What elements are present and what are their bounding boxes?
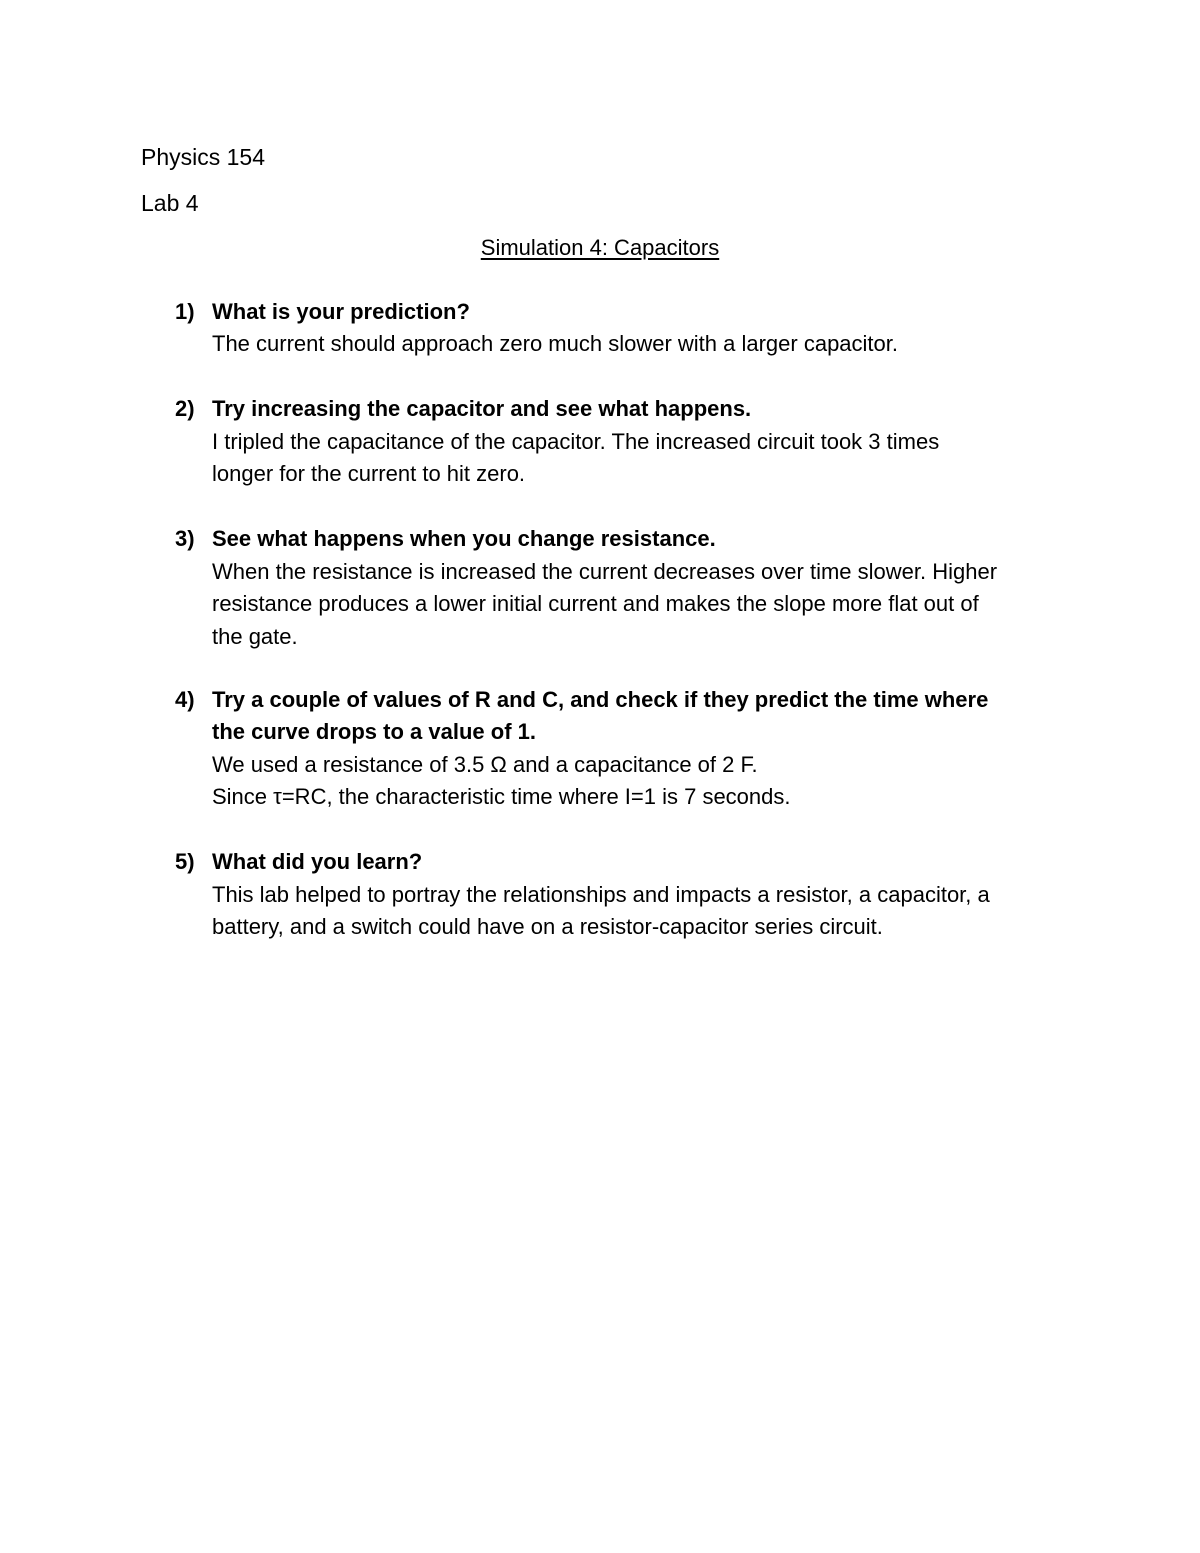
question-number: 1) <box>175 299 195 324</box>
answer-text: the gate. <box>212 624 298 649</box>
answer-text: resistance produces a lower initial current and makes the slope more flat out of <box>212 591 979 616</box>
answer-text: The current should approach zero much slower with a larger capacitor. <box>212 331 899 356</box>
question-number: 5) <box>175 849 195 874</box>
answer-text: battery, and a switch could have on a resistor-capacitor series circuit. <box>212 914 883 939</box>
page-title: Simulation 4: Capacitors <box>480 235 720 260</box>
answer-text: Since τ=RC, the characteristic time where I=1 is 7 seconds. <box>212 784 791 809</box>
question-number: 2) <box>175 396 195 421</box>
question-number: 4) <box>175 687 195 712</box>
question-text: Try a couple of values of R and C, and check if they predict the time where <box>212 687 989 712</box>
question-text: What is your prediction? <box>212 299 470 324</box>
answer-text: I tripled the capacitance of the capacitor. The increased circuit took 3 times <box>212 429 940 454</box>
answer-text: This lab helped to portray the relationships and impacts a resistor, a capacitor, a <box>212 882 990 907</box>
course-title: Physics 154 <box>141 144 266 170</box>
question-text: Try increasing the capacitor and see what happens. <box>212 396 752 421</box>
answer-text: We used a resistance of 3.5 Ω and a capacitance of 2 F. <box>212 752 758 777</box>
answer-text: When the resistance is increased the current decreases over time slower. Higher <box>212 559 998 584</box>
answer-text: longer for the current to hit zero. <box>212 461 526 486</box>
question-text: See what happens when you change resistance. <box>212 526 716 551</box>
lab-number: Lab 4 <box>141 190 199 216</box>
question-text: the curve drops to a value of 1. <box>212 719 536 744</box>
question-number: 3) <box>175 526 195 551</box>
question-text: What did you learn? <box>212 849 423 874</box>
